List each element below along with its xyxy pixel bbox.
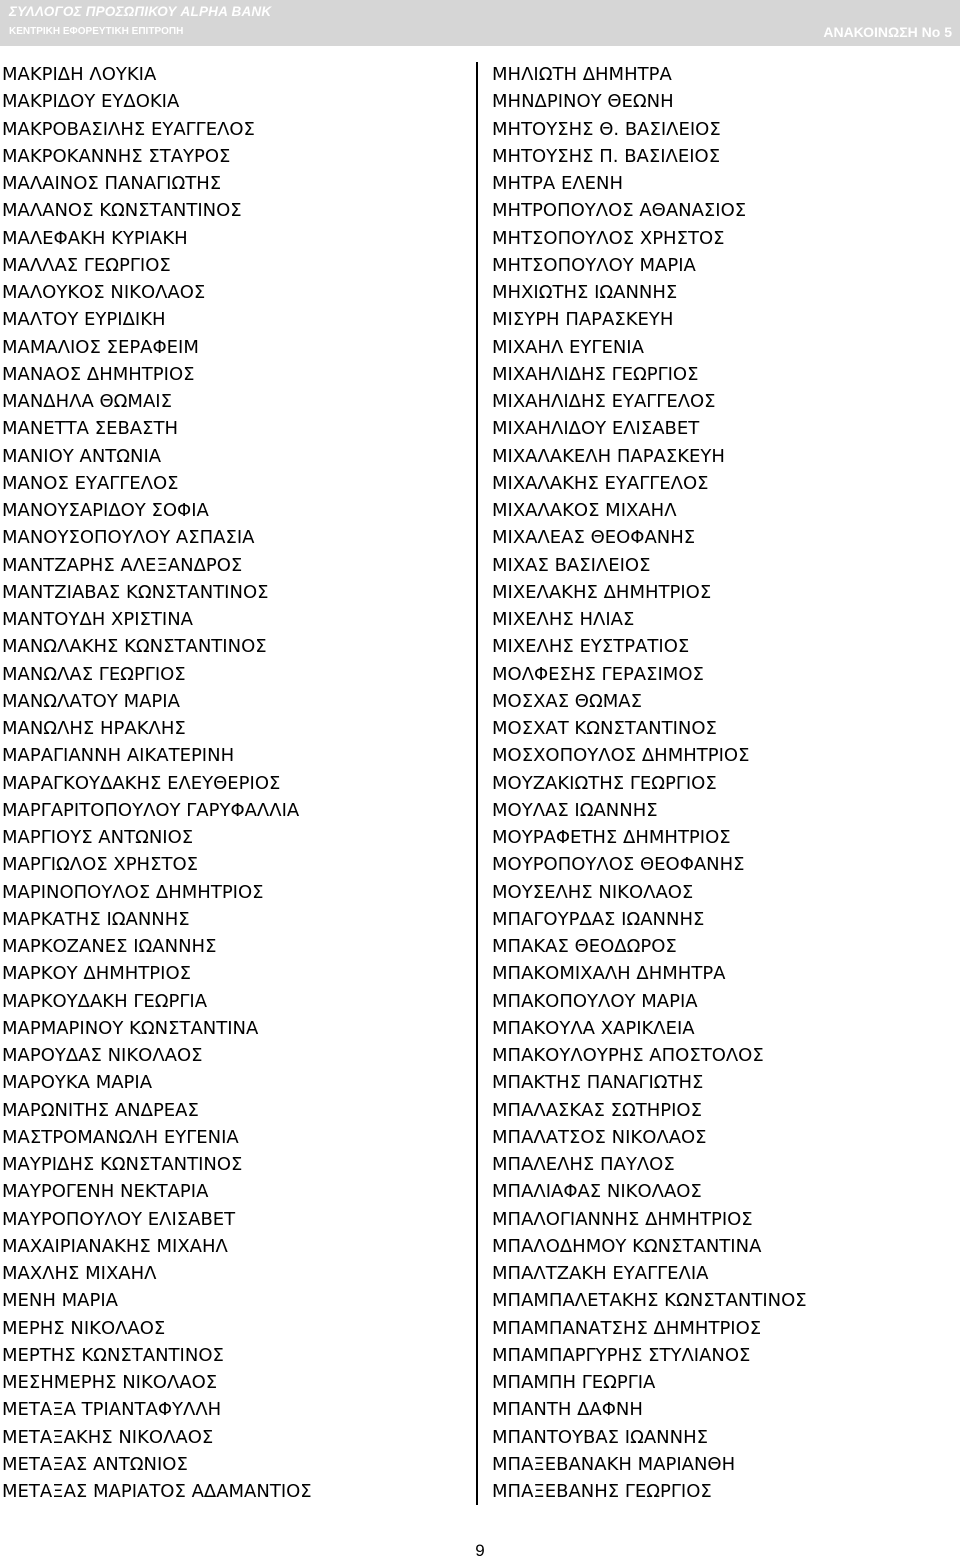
name-entry: ΜΟΣΧΑΣ ΘΩΜΑΣ — [492, 690, 642, 712]
name-entry: ΜΠΑΛΕΛΗΣ ΠΑΥΛΟΣ — [492, 1154, 675, 1175]
name-entry: ΜΑΝΟΥΣΑΡΙΔΟΥ ΣΟΦΙΑ — [2, 500, 209, 521]
page-header — [0, 0, 960, 46]
name-entry: ΜΑΛΑΙΝΟΣ ΠΑΝΑΓΙΩΤΗΣ — [2, 173, 222, 194]
name-entry: ΜΑΡΑΓΚΟΥΔΑΚΗΣ ΕΛΕΥΘΕΡΙΟΣ — [2, 772, 281, 794]
name-entry: ΜΑΛΟΥΚΟΣ ΝΙΚΟΛΑΟΣ — [2, 282, 206, 303]
name-entry: ΜΑΚΡΙΔΗ ΛΟΥΚΙΑ — [2, 64, 157, 85]
name-entry: ΜΠΑΝΤΗ ΔΑΦΝΗ — [492, 1399, 643, 1421]
name-entry: ΜΙΧΑΛΕΑΣ ΘΕΟΦΑΝΗΣ — [492, 527, 696, 549]
name-entry: ΜΑΣΤΡΟΜΑΝΩΛΗ ΕΥΓΕΝΙΑ — [2, 1126, 239, 1148]
name-entry: ΜΗΤΟΥΣΗΣ Π. ΒΑΣΙΛΕΙΟΣ — [492, 145, 721, 167]
name-entry: ΜΠΑΞΕΒΑΝΑΚΗ ΜΑΡΙΑΝΘΗ — [492, 1453, 736, 1475]
name-entry: ΜΑΝΔΗΛΑ ΘΩΜΑΙΣ — [2, 391, 172, 412]
name-entry: ΜΠΑΛΤΖΑΚΗ ΕΥΑΓΓΕΛΙΑ — [492, 1263, 709, 1284]
name-entry: ΜΙΧΑΗΛΙΔΗΣ ΕΥΑΓΓΕΛΟΣ — [492, 391, 716, 412]
name-entry: ΜΟΥΖΑΚΙΩΤΗΣ ΓΕΩΡΓΙΟΣ — [492, 772, 717, 794]
name-entry: ΜΠΑΜΠΗ ΓΕΩΡΓΙΑ — [492, 1372, 656, 1393]
name-entry: ΜΑΝΙΟΥ ΑΝΤΩΝΙΑ — [2, 445, 162, 467]
name-entry: ΜΑΝΑΟΣ ΔΗΜΗΤΡΙΟΣ — [2, 363, 195, 385]
name-entry: ΜΠΑΚΟΜΙΧΑΛΗ ΔΗΜΗΤΡΑ — [492, 963, 726, 985]
name-entry: ΜΑΥΡΟΓΕΝΗ ΝΕΚΤΑΡΙΑ — [2, 1181, 209, 1203]
name-entry: ΜΑΥΡΙΔΗΣ ΚΩΝΣΤΑΝΤΙΝΟΣ — [2, 1154, 243, 1175]
name-entry: ΜΙΧΑΗΛΙΔΟΥ ΕΛΙΣΑΒΕΤ — [492, 418, 700, 440]
name-entry: ΜΟΛΦΕΣΗΣ ΓΕΡΑΣΙΜΟΣ — [492, 663, 704, 685]
organization-name: ΣΥΛΛΟΓΟΣ ΠΡΟΣΩΠΙΚΟΥ ALPHA BANK — [9, 4, 272, 19]
name-entry: ΜΑΛΛΑΣ ΓΕΩΡΓΙΟΣ — [2, 254, 171, 276]
name-entry: ΜΑΡΙΝΟΠΟΥΛΟΣ ΔΗΜΗΤΡΙΟΣ — [2, 881, 264, 903]
name-entry: ΜΑΝΕΤΤΑ ΣΕΒΑΣΤΗ — [2, 418, 179, 440]
name-entry: ΜΙΧΑΗΛ ΕΥΓΕΝΙΑ — [492, 336, 644, 358]
name-entry: ΜΠΑΚΟΥΛΟΥΡΗΣ ΑΠΟΣΤΟΛΟΣ — [492, 1045, 764, 1066]
name-entry: ΜΠΑΚΤΗΣ ΠΑΝΑΓΙΩΤΗΣ — [492, 1072, 704, 1094]
name-entry: ΜΑΡΓΙΟΥΣ ΑΝΤΩΝΙΟΣ — [2, 827, 194, 848]
name-entry: ΜΟΥΡΟΠΟΥΛΟΣ ΘΕΟΦΑΝΗΣ — [492, 854, 745, 876]
name-entry: ΜΠΑΜΠΑΛΕΤΑΚΗΣ ΚΩΝΣΤΑΝΤΙΝΟΣ — [492, 1290, 807, 1312]
name-entry: ΜΑΧΑΙΡΙΑΝΑΚΗΣ ΜΙΧΑΗΛ — [2, 1235, 228, 1257]
name-entry: ΜΗΤΣΟΠΟΥΛΟΣ ΧΡΗΣΤΟΣ — [492, 227, 725, 249]
name-entry: ΜΑΝΤΟΥΔΗ ΧΡΙΣΤΙΝΑ — [2, 609, 193, 630]
name-entry: ΜΕΣΗΜΕΡΗΣ ΝΙΚΟΛΑΟΣ — [2, 1372, 218, 1393]
left-name-column — [2, 61, 468, 1505]
name-entry: ΜΑΥΡΟΠΟΥΛΟΥ ΕΛΙΣΑΒΕΤ — [2, 1208, 236, 1230]
name-entry: ΜΠΑΚΟΥΛΑ ΧΑΡΙΚΛΕΙΑ — [492, 1017, 695, 1039]
name-entry: ΜΕΡΗΣ ΝΙΚΟΛΑΟΣ — [2, 1317, 166, 1339]
name-entry: ΜΟΥΛΑΣ ΙΩΑΝΝΗΣ — [492, 799, 658, 821]
name-entry: ΜΠΑΛΟΓΙΑΝΝΗΣ ΔΗΜΗΤΡΙΟΣ — [492, 1208, 753, 1230]
name-entry: ΜΑΝΤΖΙΑΒΑΣ ΚΩΝΣΤΑΝΤΙΝΟΣ — [2, 581, 269, 603]
name-entry: ΜΗΛΙΩΤΗ ΔΗΜΗΤΡΑ — [492, 64, 672, 85]
name-entry: ΜΑΝΩΛΑΣ ΓΕΩΡΓΙΟΣ — [2, 663, 186, 685]
name-entry: ΜΠΑΛΑΤΣΟΣ ΝΙΚΟΛΑΟΣ — [492, 1126, 707, 1148]
name-entry: ΜΑΚΡΙΔΟΥ ΕΥΔΟΚΙΑ — [2, 91, 180, 113]
name-entry: ΜΑΝΟΥΣΟΠΟΥΛΟΥ ΑΣΠΑΣΙΑ — [2, 527, 255, 549]
name-entry: ΜΕΝΗ ΜΑΡΙΑ — [2, 1290, 118, 1312]
name-entry: ΜΙΧΑΛΑΚΕΛΗ ΠΑΡΑΣΚΕΥΗ — [492, 445, 725, 467]
name-entry: ΜΕΤΑΞΑΣ ΜΑΡΙΑΤΟΣ ΑΔΑΜΑΝΤΙΟΣ — [2, 1481, 312, 1502]
name-entry: ΜΠΑΛΟΔΗΜΟΥ ΚΩΝΣΤΑΝΤΙΝΑ — [492, 1235, 762, 1257]
name-entry: ΜΑΛΑΝΟΣ ΚΩΝΣΤΑΝΤΙΝΟΣ — [2, 200, 242, 222]
name-entry: ΜΙΧΕΛΗΣ ΗΛΙΑΣ — [492, 609, 635, 630]
committee-name: ΚΕΝΤΡΙΚΗ ΕΦΟΡΕΥΤΙΚΗ ΕΠΙΤΡΟΠΗ — [9, 26, 184, 37]
name-entry: ΜΟΣΧΟΠΟΥΛΟΣ ΔΗΜΗΤΡΙΟΣ — [492, 745, 750, 767]
name-entry: ΜΟΣΧΑΤ ΚΩΝΣΤΑΝΤΙΝΟΣ — [492, 718, 717, 739]
name-entry: ΜΑΜΑΛΙΟΣ ΣΕΡΑΦΕΙΜ — [2, 336, 199, 358]
name-entry: ΜΑΡΓΑΡΙΤΟΠΟΥΛΟΥ ΓΑΡΥΦΑΛΛΙΑ — [2, 799, 300, 821]
name-entry: ΜΑΝΩΛΑΤΟΥ ΜΑΡΙΑ — [2, 690, 180, 712]
name-entry: ΜΙΧΑΣ ΒΑΣΙΛΕΙΟΣ — [492, 554, 651, 576]
name-entry: ΜΑΚΡΟΒΑΣΙΛΗΣ ΕΥΑΓΓΕΛΟΣ — [2, 118, 255, 140]
name-entry: ΜΙΣΥΡΗ ΠΑΡΑΣΚΕΥΗ — [492, 309, 674, 331]
name-entry: ΜΑΡΑΓΙΑΝΝΗ ΑΙΚΑΤΕΡΙΝΗ — [2, 745, 235, 767]
name-entry: ΜΑΝΤΖΑΡΗΣ ΑΛΕΞΑΝΔΡΟΣ — [2, 554, 243, 576]
column-divider — [476, 62, 478, 1505]
name-entry: ΜΑΝΩΛΗΣ ΗΡΑΚΛΗΣ — [2, 718, 186, 739]
name-entry: ΜΠΑΚΑΣ ΘΕΟΔΩΡΟΣ — [492, 936, 677, 957]
name-entry: ΜΑΛΕΦΑΚΗ ΚΥΡΙΑΚΗ — [2, 227, 188, 249]
name-entry: ΜΑΡΚΟΥΔΑΚΗ ΓΕΩΡΓΙΑ — [2, 990, 208, 1012]
name-entry: ΜΑΝΟΣ ΕΥΑΓΓΕΛΟΣ — [2, 472, 179, 494]
name-entry: ΜΕΤΑΞΑΚΗΣ ΝΙΚΟΛΑΟΣ — [2, 1426, 214, 1448]
name-entry: ΜΑΚΡΟΚΑΝΝΗΣ ΣΤΑΥΡΟΣ — [2, 145, 231, 167]
name-entry: ΜΑΡΚΟΖΑΝΕΣ ΙΩΑΝΝΗΣ — [2, 936, 217, 957]
name-entry: ΜΑΝΩΛΑΚΗΣ ΚΩΝΣΤΑΝΤΙΝΟΣ — [2, 636, 267, 658]
name-entry: ΜΙΧΑΛΑΚΟΣ ΜΙΧΑΗΛ — [492, 500, 677, 521]
name-entry: ΜΠΑΚΟΠΟΥΛΟΥ ΜΑΡΙΑ — [492, 990, 698, 1012]
name-entry: ΜΕΤΑΞΑΣ ΑΝΤΩΝΙΟΣ — [2, 1453, 188, 1475]
name-entry: ΜΗΤΡΟΠΟΥΛΟΣ ΑΘΑΝΑΣΙΟΣ — [492, 200, 747, 222]
announcement-number: ΑΝΑΚΟΙΝΩΣΗ Νο 5 — [823, 24, 952, 40]
name-entry: ΜΑΛΤΟΥ ΕΥΡΙΔΙΚΗ — [2, 309, 166, 331]
name-entry: ΜΟΥΡΑΦΕΤΗΣ ΔΗΜΗΤΡΙΟΣ — [492, 827, 731, 848]
name-entry: ΜΠΑΞΕΒΑΝΗΣ ΓΕΩΡΓΙΟΣ — [492, 1481, 712, 1502]
name-entry: ΜΗΤΟΥΣΗΣ Θ. ΒΑΣΙΛΕΙΟΣ — [492, 118, 721, 140]
name-entry: ΜΗΧΙΩΤΗΣ ΙΩΑΝΝΗΣ — [492, 282, 678, 303]
name-entry: ΜΠΑΝΤΟΥΒΑΣ ΙΩΑΝΝΗΣ — [492, 1426, 708, 1448]
name-entry: ΜΠΑΓΟΥΡΔΑΣ ΙΩΑΝΝΗΣ — [492, 908, 705, 930]
name-entry: ΜΗΝΔΡΙΝΟΥ ΘΕΩΝΗ — [492, 91, 674, 113]
name-entry: ΜΟΥΣΕΛΗΣ ΝΙΚΟΛΑΟΣ — [492, 881, 694, 903]
name-entry: ΜΙΧΑΗΛΙΔΗΣ ΓΕΩΡΓΙΟΣ — [492, 363, 699, 385]
name-entry: ΜΙΧΑΛΑΚΗΣ ΕΥΑΓΓΕΛΟΣ — [492, 472, 709, 494]
name-entry: ΜΕΤΑΞΑ ΤΡΙΑΝΤΑΦΥΛΛΗ — [2, 1399, 222, 1421]
name-entry: ΜΠΑΛΑΣΚΑΣ ΣΩΤΗΡΙΟΣ — [492, 1099, 702, 1121]
name-entry: ΜΠΑΜΠΑΝΑΤΣΗΣ ΔΗΜΗΤΡΙΟΣ — [492, 1317, 762, 1339]
name-entry: ΜΙΧΕΛΑΚΗΣ ΔΗΜΗΤΡΙΟΣ — [492, 581, 712, 603]
name-entry: ΜΠΑΜΠΑΡΓΥΡΗΣ ΣΤΥΛΙΑΝΟΣ — [492, 1344, 751, 1366]
name-entry: ΜΑΧΛΗΣ ΜΙΧΑΗΛ — [2, 1263, 157, 1284]
name-entry: ΜΑΡΟΥΚΑ ΜΑΡΙΑ — [2, 1072, 153, 1094]
name-entry: ΜΑΡΟΥΔΑΣ ΝΙΚΟΛΑΟΣ — [2, 1045, 203, 1066]
name-entry: ΜΑΡΩΝΙΤΗΣ ΑΝΔΡΕΑΣ — [2, 1099, 199, 1121]
name-entry: ΜΑΡΜΑΡΙΝΟΥ ΚΩΝΣΤΑΝΤΙΝΑ — [2, 1017, 259, 1039]
name-entry: ΜΗΤΣΟΠΟΥΛΟΥ ΜΑΡΙΑ — [492, 254, 696, 276]
name-entry: ΜΑΡΚΑΤΗΣ ΙΩΑΝΝΗΣ — [2, 908, 190, 930]
right-name-column — [492, 61, 958, 1505]
name-entry: ΜΠΑΛΙΑΦΑΣ ΝΙΚΟΛΑΟΣ — [492, 1181, 702, 1203]
name-entry: ΜΑΡΓΙΩΛΟΣ ΧΡΗΣΤΟΣ — [2, 854, 198, 876]
name-entry: ΜΕΡΤΗΣ ΚΩΝΣΤΑΝΤΙΝΟΣ — [2, 1344, 224, 1366]
name-entry: ΜΑΡΚΟΥ ΔΗΜΗΤΡΙΟΣ — [2, 963, 191, 985]
name-entry: ΜΙΧΕΛΗΣ ΕΥΣΤΡΑΤΙΟΣ — [492, 636, 690, 658]
name-entry: ΜΗΤΡΑ ΕΛΕΝΗ — [492, 173, 624, 194]
page-number: 9 — [475, 1541, 485, 1560]
